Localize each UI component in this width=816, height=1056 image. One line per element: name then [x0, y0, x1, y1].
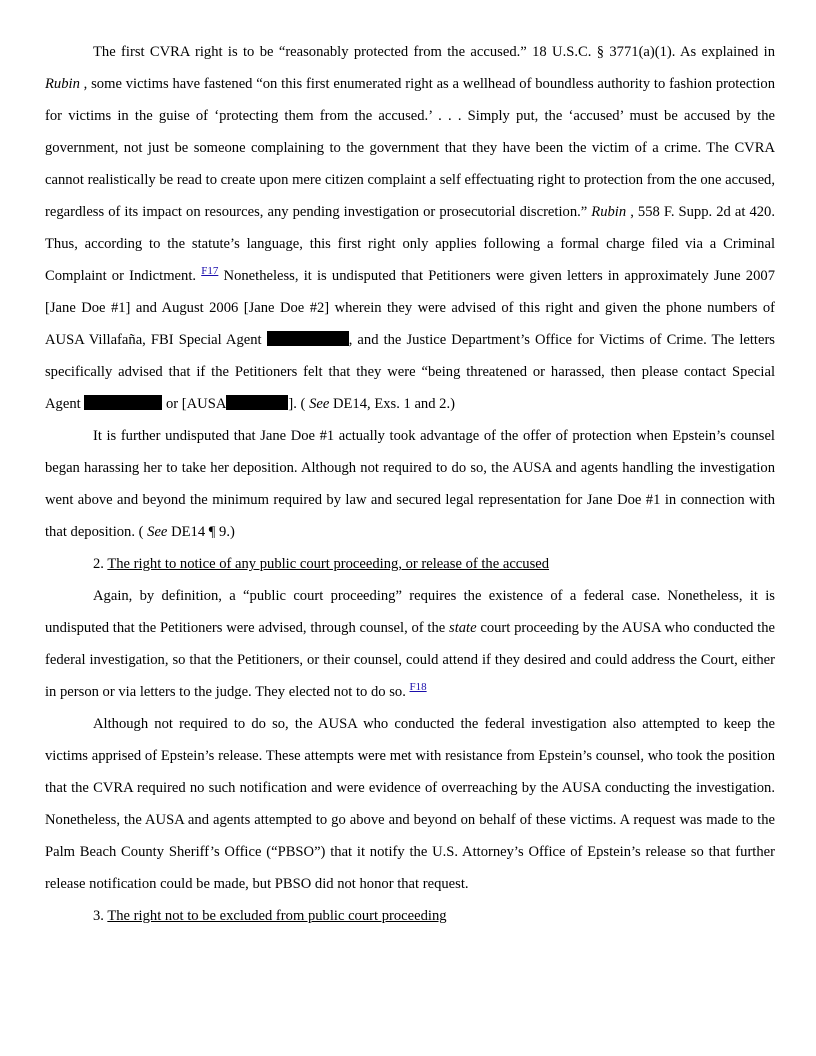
paragraph-first-cvra-right	[45, 36, 775, 420]
case-name: Rubin	[591, 204, 627, 220]
document-page	[45, 36, 775, 932]
citation-signal: See	[309, 396, 330, 412]
text: Although not required to do so, the AUSA who conducted the federal investigation also attempted to keep the victims apprised of Epstein’s release. These attempts were met with resistance from Epstein’s counsel, who took the position that the CVRA required no such notification and were evidence of overreaching by the AUSA conducting the investigation. Nonetheless, the AUSA and agents attempted to go above and beyond on behalf of these victims. A request was made to the Palm Beach County Sheriff’s Office (“PBSO”) that it notify the U.S. Attorney’s Office of Epstein’s release so that further release notification could be made, but PBSO did not honor that request.	[45, 716, 775, 892]
paragraph-release-notification	[45, 708, 775, 900]
section-number: 3.	[93, 908, 108, 924]
text: , 558 F. Supp. 2d at 420. Thus, according to the statute’s language, this first right only applies following a formal charge filed via a Criminal Complaint or Indictment.	[45, 204, 775, 284]
text: DE14, Exs. 1 and 2.)	[329, 396, 455, 412]
text: ]. (	[288, 396, 310, 412]
section-title: The right to notice of any public court proceeding, or release of the accused	[107, 556, 550, 572]
text: , and the Justice Department’s Office for Victims of Crime. The letters specifically advised that if the Petitioners felt that they were “being threatened or harassed, then please contact Special Agent	[45, 332, 775, 412]
section-heading-2	[45, 548, 775, 580]
case-name: Rubin	[45, 76, 80, 92]
text: The first CVRA right is to be “reasonably protected from the accused.” 18 U.S.C. § 3771(a)(1). As explained in	[93, 44, 775, 60]
citation-signal: See	[147, 524, 168, 540]
redaction-block	[84, 395, 162, 410]
text: or [AUSA	[162, 396, 227, 412]
text: DE14 ¶ 9.)	[167, 524, 235, 540]
text: , some victims have fastened “on this first enumerated right as a wellhead of boundless authority to fashion protection for victims in the guise of ‘protecting them from the accused.’ . . . Simply put, the ‘accused’ must be accused by the government, not just be someone complaining to the government that they have been the victim of a crime. The CVRA cannot realistically be read to create upon mere citizen complaint a self effectuating right to protection from the one accused, regardless of its impact on resources, any pending investigation or prosecutorial discretion.”	[45, 76, 775, 220]
text: It is further undisputed that Jane Doe #1 actually took advantage of the offer of protection when Epstein’s counsel began harassing her to take her deposition. Although not required to do so, the AUSA and agents handling the investigation went above and beyond the minimum required by law and secured legal representation for Jane Doe #1 in connection with that deposition. (	[45, 428, 775, 540]
text: court proceeding by the AUSA who conducted the federal investigation, so that the Petitioners, or their counsel, could attend if they desired and could address the Court, either in person or via letters to the judge. They elected not to do so.	[45, 620, 775, 700]
paragraph-protection-offer	[45, 420, 775, 548]
redaction-block	[226, 395, 288, 410]
section-number: 2.	[93, 556, 108, 572]
text: Nonetheless, it is undisputed that Petitioners were given letters in approximately June 2007 [Jane Doe #1] and August 2006 [Jane Doe #2] wherein they were advised of this right and given the phone numbers of AUSA Villafaña, FBI Special Agent	[45, 268, 775, 348]
emphasis: state	[449, 620, 477, 636]
paragraph-public-proceeding	[45, 580, 775, 708]
redaction-block	[267, 331, 349, 346]
section-title: The right not to be excluded from public court proceeding	[107, 908, 447, 924]
section-heading-3	[45, 900, 775, 932]
footnote-link-f17[interactable]: F17	[201, 265, 219, 278]
footnote-link-f18[interactable]: F18	[409, 681, 427, 694]
text: Again, by definition, a “public court proceeding” requires the existence of a federal case. Nonetheless, it is undisputed that the Petitioners were advised, through counsel, of the	[45, 588, 775, 636]
